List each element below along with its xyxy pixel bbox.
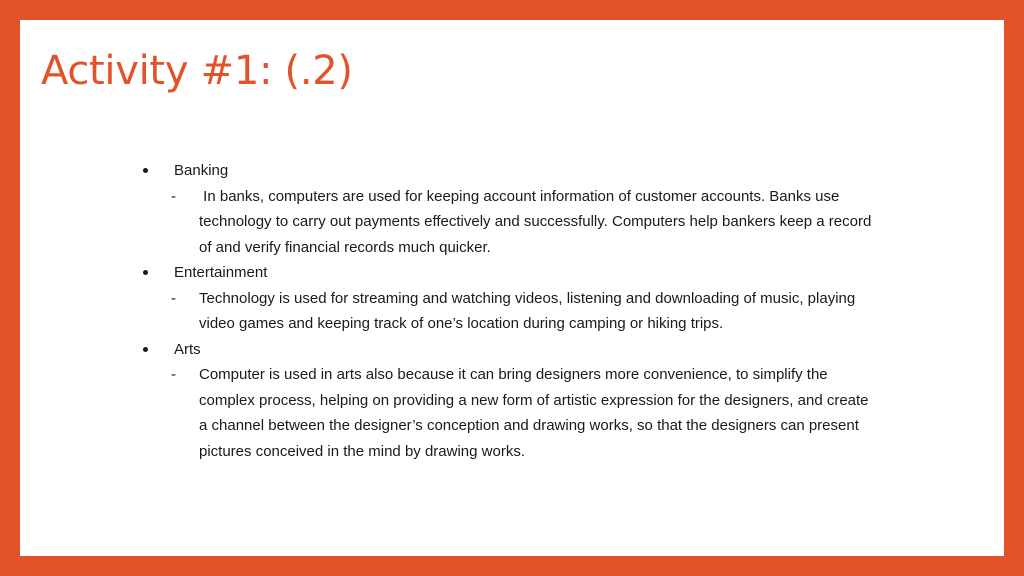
bullet-heading: Banking — [174, 162, 229, 179]
bullet-heading: Arts — [174, 340, 201, 358]
bullet-dot-icon — [143, 168, 148, 173]
bullet-dot-icon — [143, 347, 148, 352]
sub-item-text: In banks, computers are used for keeping account information of customer accounts. Banks use technology to carry out payments effectively and successfully. Computers help bankers keep a record of and verify financial records much quicker. — [199, 187, 876, 256]
bullet-item-banking — [138, 158, 878, 184]
dash-marker: - — [171, 366, 176, 383]
bullet-dot-icon — [143, 270, 148, 275]
bullet-item-entertainment — [138, 260, 878, 286]
bullet-heading: Entertainment — [174, 264, 268, 281]
dash-marker: - — [171, 187, 176, 205]
dash-marker: - — [171, 289, 176, 307]
sub-item-text: Computer is used in arts also because it can bring designers more convenience, to simplify the complex process, helping on providing a new form of artistic expression for the designers, and create a channel between the designer’s conception and drawing works, so that the designers can present pictures conceived in the mind by drawing works. — [199, 366, 869, 460]
sub-item-text: Technology is used for streaming and watching videos, listening and downloading of music, playing video games and keeping track of one’s location during camping or hiking trips. — [199, 289, 856, 332]
slide-title: Activity #1: (.2) — [41, 48, 353, 94]
sub-item-banking — [138, 184, 878, 261]
sub-item-entertainment — [138, 286, 878, 337]
bullet-list — [138, 158, 878, 464]
sub-item-arts — [138, 362, 878, 464]
bullet-item-arts — [138, 337, 878, 363]
slide — [20, 20, 1004, 556]
